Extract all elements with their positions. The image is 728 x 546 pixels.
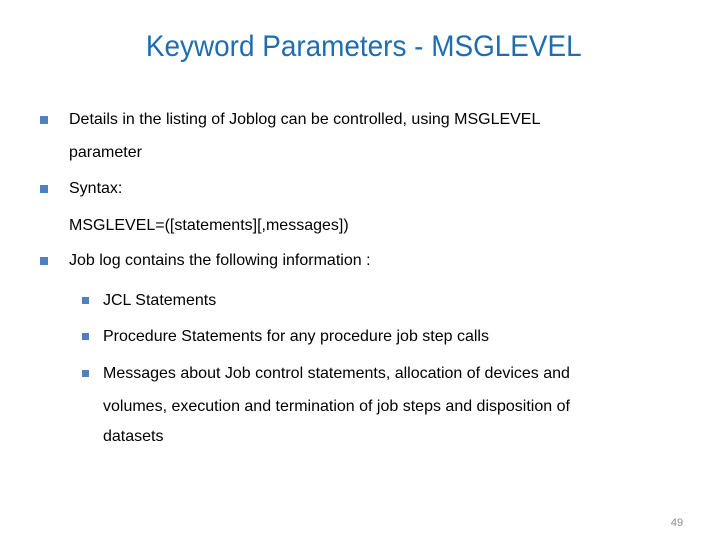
bullet-2-line-2: MSGLEVEL=([statements][,messages]): [69, 217, 349, 234]
sub-bullet-2-line-1: Procedure Statements for any procedure job step calls: [103, 328, 489, 345]
sub-bullet-3-line-3: datasets: [103, 428, 164, 445]
square-bullet-icon: [40, 116, 48, 124]
bullet-2-line-1: Syntax:: [69, 180, 123, 197]
sub-bullet-3-line-2: volumes, execution and termination of job steps and disposition of: [103, 398, 570, 415]
square-bullet-icon: [40, 257, 48, 265]
square-bullet-icon: [82, 333, 89, 340]
square-bullet-icon: [82, 297, 89, 304]
sub-bullet-3-line-1: Messages about Job control statements, allocation of devices and: [103, 365, 570, 382]
bullet-1-line-2: parameter: [69, 144, 142, 161]
slide-title: Keyword Parameters - MSGLEVEL: [145, 30, 582, 63]
page-number: 49: [670, 517, 684, 529]
square-bullet-icon: [40, 185, 48, 193]
bullet-1-line-1: Details in the listing of Joblog can be controlled, using MSGLEVEL: [69, 111, 541, 128]
square-bullet-icon: [82, 370, 89, 377]
sub-bullet-1-line-1: JCL Statements: [103, 292, 217, 309]
bullet-3-line-1: Job log contains the following information :: [69, 252, 371, 269]
